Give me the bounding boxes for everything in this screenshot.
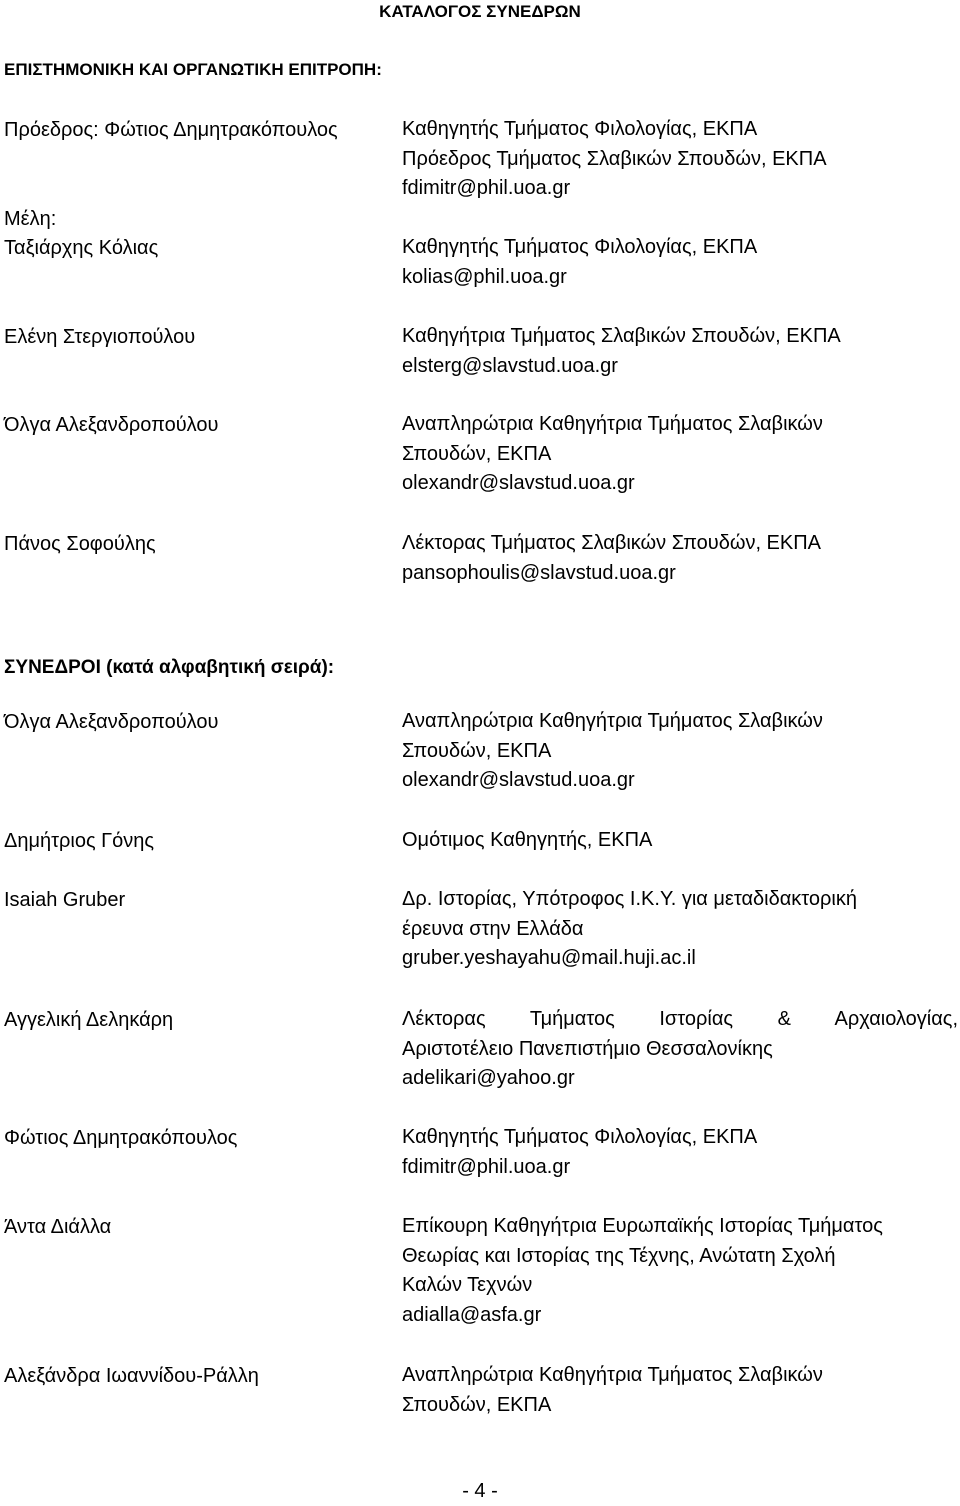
committee-info — [402, 529, 958, 588]
participant-name: Άντα Διάλλα — [4, 1216, 112, 1238]
participant-email: olexandr@slavstud.uoa.gr — [402, 769, 635, 791]
participant-email: fdimitr@phil.uoa.gr — [402, 1155, 571, 1178]
participant-info — [402, 826, 958, 856]
committee-info — [402, 233, 958, 292]
committee-info-line: Λέκτορας Τμήματος Σλαβικών Σπουδών, ΕΚΠΑ — [402, 532, 822, 554]
participant-name: Φώτιος Δημητρακόπουλος — [4, 1127, 238, 1149]
participant-info-line: Σπουδών, ΕΚΠΑ — [402, 1393, 552, 1416]
committee-name: Ελένη Στεργιοπούλου — [4, 326, 196, 348]
committee-email: olexandr@slavstud.uoa.gr — [402, 472, 635, 494]
participant-email: gruber.yeshayahu@mail.huji.ac.il — [402, 947, 696, 969]
participant-info-line: Καθηγητής Τμήματος Φιλολογίας, ΕΚΠΑ — [402, 1126, 758, 1148]
participant-info-line: Δρ. Ιστορίας, Υπότροφος Ι.Κ.Υ. για μεταδιδακτορική — [402, 888, 857, 910]
committee-info-line: Πρόεδρος Τμήματος Σλαβικών Σπουδών, ΕΚΠΑ — [402, 147, 827, 170]
participant-info-line: Σπουδών, ΕΚΠΑ — [402, 739, 552, 762]
committee-info-line: Αναπληρώτρια Καθηγήτρια Τμήματος Σλαβικών — [402, 413, 823, 435]
participant-name: Isaiah Gruber — [4, 889, 126, 911]
members-label: Μέλη: — [4, 208, 57, 230]
committee-email: kolias@phil.uoa.gr — [402, 265, 567, 288]
committee-email: fdimitr@phil.uoa.gr — [402, 177, 571, 199]
committee-info — [402, 115, 958, 204]
participant-info-line: Λέκτορας Τμήματος Ιστορίας & Αρχαιολογίας, — [402, 1008, 958, 1030]
committee-name: Όλγα Αλεξανδροπούλου — [4, 414, 219, 436]
committee-name: Πάνος Σοφούλης — [4, 533, 156, 555]
participant-info — [402, 885, 958, 974]
committee-info-line: Καθηγήτρια Τμήματος Σλαβικών Σπουδών, ΕΚΠΑ — [402, 325, 841, 347]
participant-info-line: Επίκουρη Καθηγήτρια Ευρωπαϊκής Ιστορίας Τμήματος — [402, 1215, 883, 1237]
committee-info-line: Καθηγητής Τμήματος Φιλολογίας, ΕΚΠΑ — [402, 118, 758, 140]
participant-name: Αγγελική Δεληκάρη — [4, 1009, 174, 1031]
committee-email: pansophoulis@slavstud.uoa.gr — [402, 561, 676, 584]
participant-info — [402, 1123, 958, 1182]
participant-info-line: Καλών Τεχνών — [402, 1274, 533, 1296]
participant-info-line: Αριστοτέλειο Πανεπιστήμιο Θεσσαλονίκης — [402, 1037, 773, 1060]
participant-name: Δημήτριος Γόνης — [4, 830, 155, 852]
participant-info — [402, 1005, 958, 1094]
committee-info-line: Σπουδών, ΕΚΠΑ — [402, 442, 552, 465]
participant-info-line: Θεωρίας και Ιστορίας της Τέχνης, Ανώτατη Σχολή — [402, 1244, 836, 1267]
participant-info — [402, 1361, 958, 1420]
participant-name: Όλγα Αλεξανδροπούλου — [4, 711, 219, 733]
participant-info-line: έρευνα στην Ελλάδα — [402, 917, 584, 940]
participant-info-line: Αναπληρώτρια Καθηγήτρια Τμήματος Σλαβικών — [402, 1364, 823, 1386]
committee-info — [402, 322, 958, 381]
participant-email: adelikari@yahoo.gr — [402, 1067, 575, 1089]
page-title: ΚΑΤΑΛΟΓΟΣ ΣΥΝΕΔΡΩΝ — [379, 2, 581, 21]
committee-name: Ταξιάρχης Κόλιας — [4, 237, 159, 259]
participant-info-line: Αναπληρώτρια Καθηγήτρια Τμήματος Σλαβικών — [402, 710, 823, 732]
participant-name: Αλεξάνδρα Ιωαννίδου-Ράλλη — [4, 1365, 259, 1387]
participant-email: adialla@asfa.gr — [402, 1303, 542, 1326]
participant-info — [402, 707, 958, 796]
participants-heading: ΣΥΝΕΔΡΟΙ (κατά αλφαβητική σειρά): — [4, 657, 335, 678]
page-number: - 4 - — [462, 1480, 498, 1502]
committee-email: elsterg@slavstud.uoa.gr — [402, 354, 618, 377]
committee-info — [402, 410, 958, 499]
participant-info — [402, 1212, 958, 1330]
committee-name: Πρόεδρος: Φώτιος Δημητρακόπουλος — [4, 119, 338, 141]
committee-heading: ΕΠΙΣΤΗΜΟΝΙΚΗ ΚΑΙ ΟΡΓΑΝΩΤΙΚΗ ΕΠΙΤΡΟΠΗ: — [4, 60, 382, 79]
participant-info-line: Ομότιμος Καθηγητής, ΕΚΠΑ — [402, 829, 653, 851]
committee-info-line: Καθηγητής Τμήματος Φιλολογίας, ΕΚΠΑ — [402, 236, 758, 258]
